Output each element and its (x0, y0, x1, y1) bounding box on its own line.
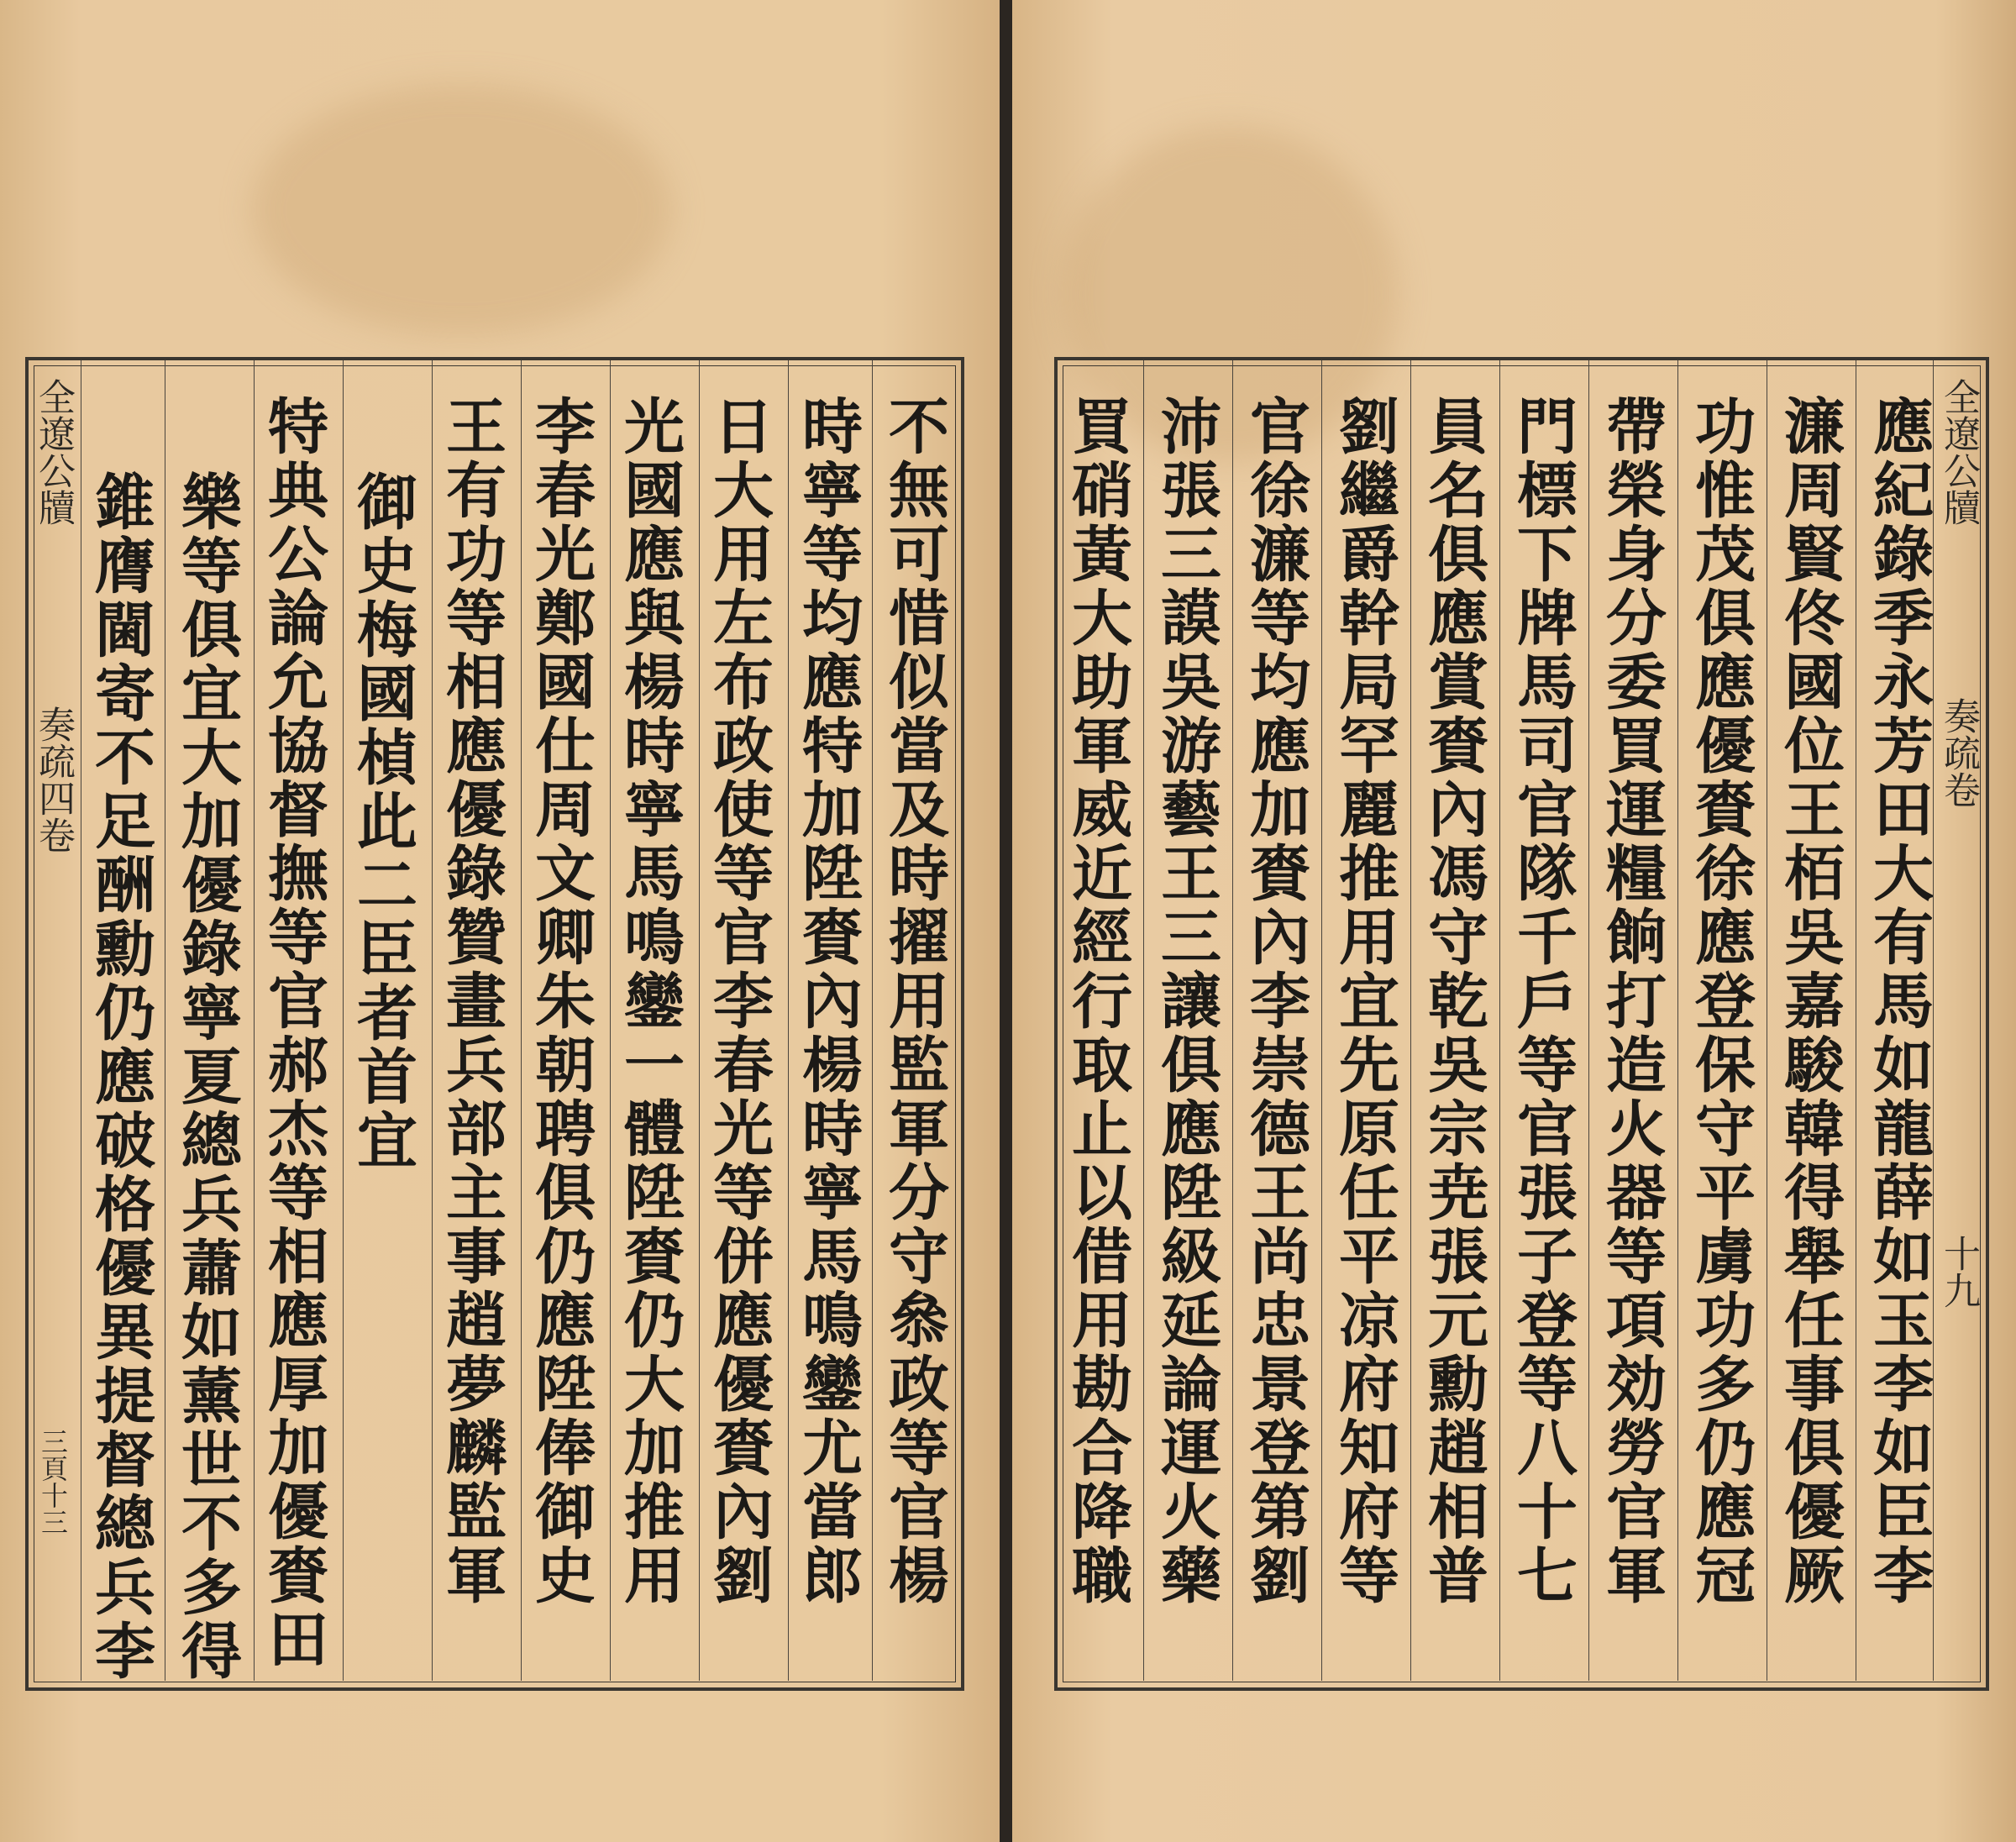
right-column-9: 沛張三謨吳游藝王三讓俱應陞級延論運火藥 (1151, 395, 1222, 1608)
left-column-7: 御史梅國楨此二臣者首宜 (347, 470, 418, 1173)
right-margin-header: 全遼公牘 (1937, 378, 1980, 526)
right-column-7: 劉繼爵幹局罕麗推用宜先原任平凉府知府等 (1329, 395, 1400, 1608)
right-column-4: 帶榮身分委買運糧餉打造火器等項効勞官軍 (1596, 395, 1667, 1608)
left-column-2: 時寧等均應特加陞賚內楊時寧馬鳴鑾尤當郎 (792, 395, 864, 1608)
left-column-5: 李春光鄭國仕周文卿朱朝聘俱仍應陞俸御史 (525, 395, 596, 1608)
left-column-1: 不無可惜似當及時擢用監軍分守叅政等官楊 (879, 395, 950, 1608)
right-column-5: 門標下牌馬司官隊千戶等官張子登等八十七 (1507, 395, 1578, 1608)
right-margin-section: 奏疏卷 (1937, 697, 1980, 808)
left-margin-section: 奏疏四卷 (32, 706, 75, 853)
right-column-10: 買硝黃大助軍威近經行取止以借用勘合降職 (1062, 395, 1133, 1608)
right-margin-page-number: 十九 (1937, 1235, 1980, 1309)
right-column-1: 應紀錄季永芳田大有馬如龍薛如玉李如臣李 (1863, 395, 1935, 1608)
right-column-2: 濂周賢佟國位王栢吳嘉駿韓得舉任事俱優厥 (1774, 395, 1845, 1608)
right-column-3: 功惟茂俱應優賚徐應登保守平虜功多仍應冠 (1685, 395, 1756, 1608)
left-margin-page-number: 三頁十三 (37, 1428, 69, 1535)
left-column-9: 樂等俱宜大加優錄寧夏總兵蕭如薰世不多得 (171, 470, 243, 1683)
left-column-3: 日大用左布政使等官李春光等併應優賚內劉 (703, 395, 774, 1608)
left-column-10: 錐膺閫寄不足酬勳仍應破格優異提督總兵李 (85, 470, 156, 1683)
left-column-8: 特典公論允協督撫等官郝杰等相應厚加優賚田 (258, 395, 329, 1671)
book-gutter (1000, 0, 1012, 1842)
right-column-6: 員名俱應賞賚內馮守乾吳宗尭張元勳趙相普 (1418, 395, 1489, 1608)
left-margin-header: 全遼公牘 (32, 378, 75, 526)
left-column-4: 光國應與楊時寧馬鳴鑾一體陞賚仍大加推用 (614, 395, 685, 1608)
left-column-6: 王有功等相應優錄贊畫兵部主事趙夢麟監軍 (436, 395, 507, 1608)
right-column-8: 官徐濂等均應加賚內李崇德王尚忠景登第劉 (1240, 395, 1311, 1608)
